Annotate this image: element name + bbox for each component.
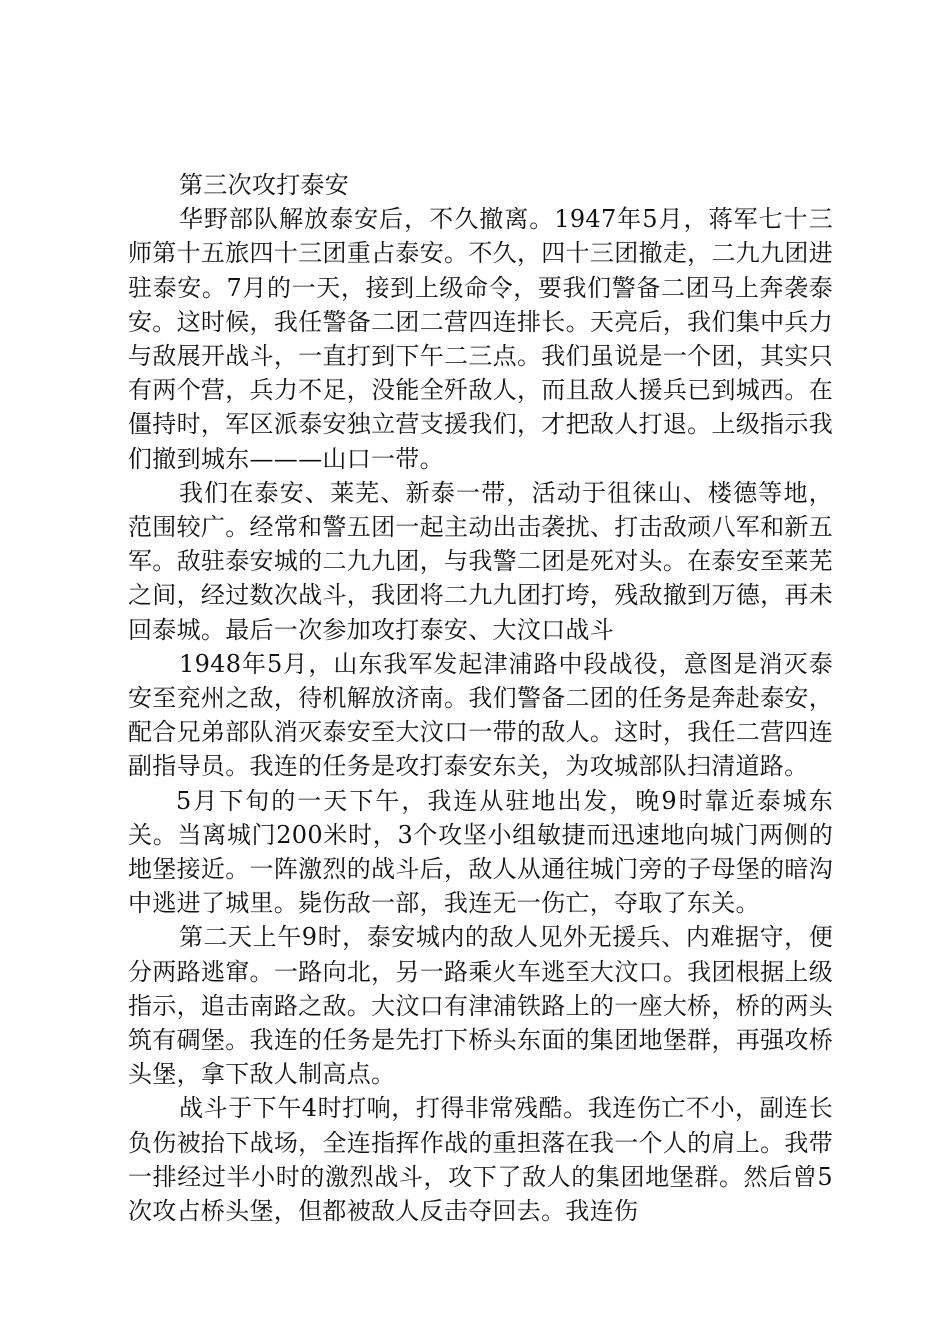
paragraph-3: 1948年5月，山东我军发起津浦路中段战役，意图是消灭泰安至兖州之敌，待机解放济南。我们警备二团的任务是奔赴泰安，配合兄弟部队消灭泰安至大汶口一带的敌人。这时，我任二营四连副指导员。我连的任务是攻打泰安东关，为攻城部队扫清道路。	[128, 649, 833, 781]
paragraph-6: 战斗于下午4时打响，打得非常残酷。我连伤亡不小，副连长负伤被抬下战场，全连指挥作战的重担落在我一个人的肩上。我带一排经过半小时的激烈战斗，攻下了敌人的集团地堡群。然后曾5次攻占桥头堡，但都被敌人反击夺回去。我连伤	[128, 1094, 833, 1226]
document-body	[128, 168, 833, 1228]
paragraph-1: 华野部队解放泰安后，不久撤离。1947年5月，蒋军七十三师第十五旅四十三团重占泰安。不久，四十三团撤走，二九九团进驻泰安。7月的一天，接到上级命令，要我们警备二团马上奔袭泰安。这时候，我任警备二团二营四连排长。天亮后，我们集中兵力与敌展开战斗，一直打到下午二三点。我们虽说是一个团，其实只有两个营，兵力不足，没能全歼敌人，而且敌人援兵已到城西。在僵持时，军区派泰安独立营支援我们，才把敌人打退。上级指示我们撤到城东———山口一带。	[128, 205, 833, 473]
paragraph-4: 5月下旬的一天下午，我连从驻地出发，晚9时靠近泰城东关。当离城门200米时，3个攻坚小组敏捷而迅速地向城门两侧的地堡接近。一阵激烈的战斗后，敌人从通往城门旁的子母堡的暗沟中逃进了城里。毙伤敌一部，我连无一伤亡，夺取了东关。	[128, 786, 833, 918]
section-title: 第三次攻打泰安	[179, 171, 350, 199]
paragraph-2: 我们在泰安、莱芜、新泰一带，活动于徂徕山、楼德等地，范围较广。经常和警五团一起主动出击袭扰、打击敌顽八军和新五军。敌驻泰安城的二九九团，与我警二团是死对头。在泰安至莱芜之间，经过数次战斗，我团将二九九团打垮，残敌撤到万德，再未回泰城。最后一次参加攻打泰安、大汶口战斗	[128, 478, 833, 644]
paragraph-5: 第二天上午9时，泰安城内的敌人见外无援兵、内难据守，便分两路逃窜。一路向北，另一路乘火车逃至大汶口。我团根据上级指示，追击南路之敌。大汶口有津浦铁路上的一座大桥，桥的两头筑有碉堡。我连的任务是先打下桥头东面的集团地堡群，再强攻桥头堡，拿下敌人制高点。	[128, 923, 833, 1089]
